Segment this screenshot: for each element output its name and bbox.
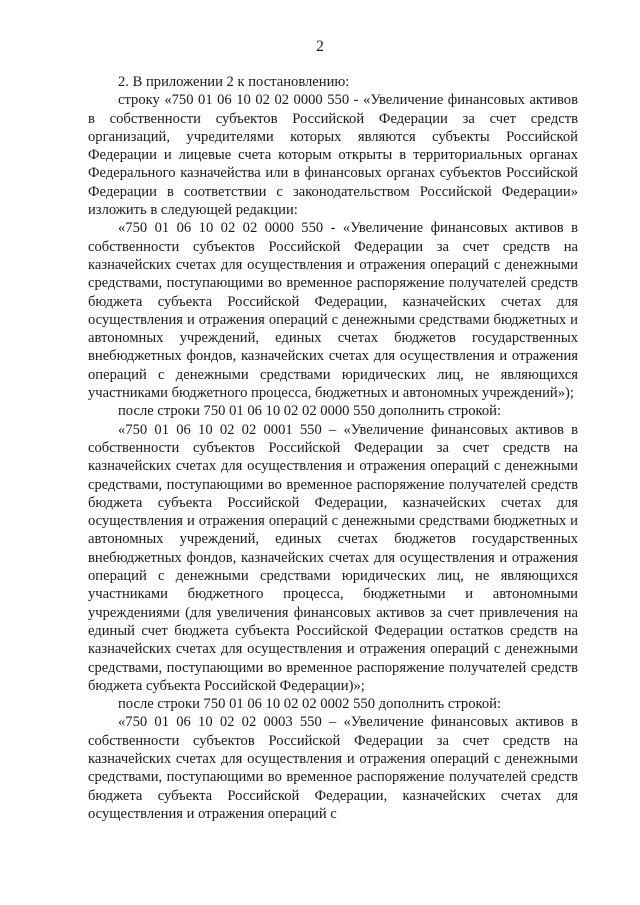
paragraph-old-line: строку «750 01 06 10 02 02 0000 550 - «Увеличение финансовых активов в собственности субъектов Российской Федерации за счет средств организаций, учредителями которых являются субъекты Российской Федерации и лицевые счета которым открыты в территориальных органах Федерального казначейства или в финансовых органах субъектов Российской Федерации в соответствии с законодательством Российской Федерации» изложить в следующей редакции: [88,92,578,219]
paragraph-insert-after-0000: после строки 750 01 06 10 02 02 0000 550 дополнить строкой: [118,403,502,420]
paragraph-new-line-0000: «750 01 06 10 02 02 0000 550 - «Увеличение финансовых активов в собственности субъектов Российской Федерации за счет средств на казначейских счетах для осуществления и отражения операций с денежными средствами, поступающими во временное распоряжение получателей средств бюджета субъекта Российской Федерации, казначейских счетах для осуществления и отражения операций с денежными средствами бюджетных и автономных учреждений, единых счетах бюджетов государственных внебюджетных фондов, казначейских счетах для осуществления и отражения операций с денежными средствами юридических лиц, не являющихся участниками бюджетного процесса, бюджетных и автономных учреждений»); [88,220,578,402]
page-number: 2 [316,38,324,55]
paragraph-section-heading: 2. В приложении 2 к постановлению: [118,74,350,90]
document-body [88,73,578,823]
paragraph-new-line-0001: «750 01 06 10 02 02 0001 550 – «Увеличение финансовых активов в собственности субъектов Российской Федерации за счет средств на казначейских счетах для осуществления и отражения операций с денежными средствами, поступающими во временное распоряжение получателей средств бюджета субъекта Российской Федерации, казначейских счетах для осуществления и отражения операций с денежными средствами бюджетных и автономных учреждений, единых счетах бюджетов государственных внебюджетных фондов, казначейских счетах для осуществления и отражения операций с денежными средствами юридических лиц, не являющихся участниками бюджетного процесса, бюджетными и автономными учреждениями (для увеличения финансовых активов за счет привлечения на единый счет бюджета субъекта Российской Федерации остатков средств на казначейских счетах для осуществления и отражения операций с денежными средствами, поступающими во временное распоряжение получателей средств бюджета субъекта Российской Федерации)»; [88,421,578,694]
paragraph-insert-after-0002: после строки 750 01 06 10 02 02 0002 550 дополнить строкой: [118,696,502,713]
paragraph-new-line-0003: «750 01 06 10 02 02 0003 550 – «Увеличение финансовых активов в собственности субъектов Российской Федерации за счет средств на казначейских счетах для осуществления и отражения операций с денежными средствами, поступающими во временное распоряжение получателей средств бюджета субъекта Российской Федерации, казначейских счетах для осуществления и отражения операций с [88,714,578,822]
